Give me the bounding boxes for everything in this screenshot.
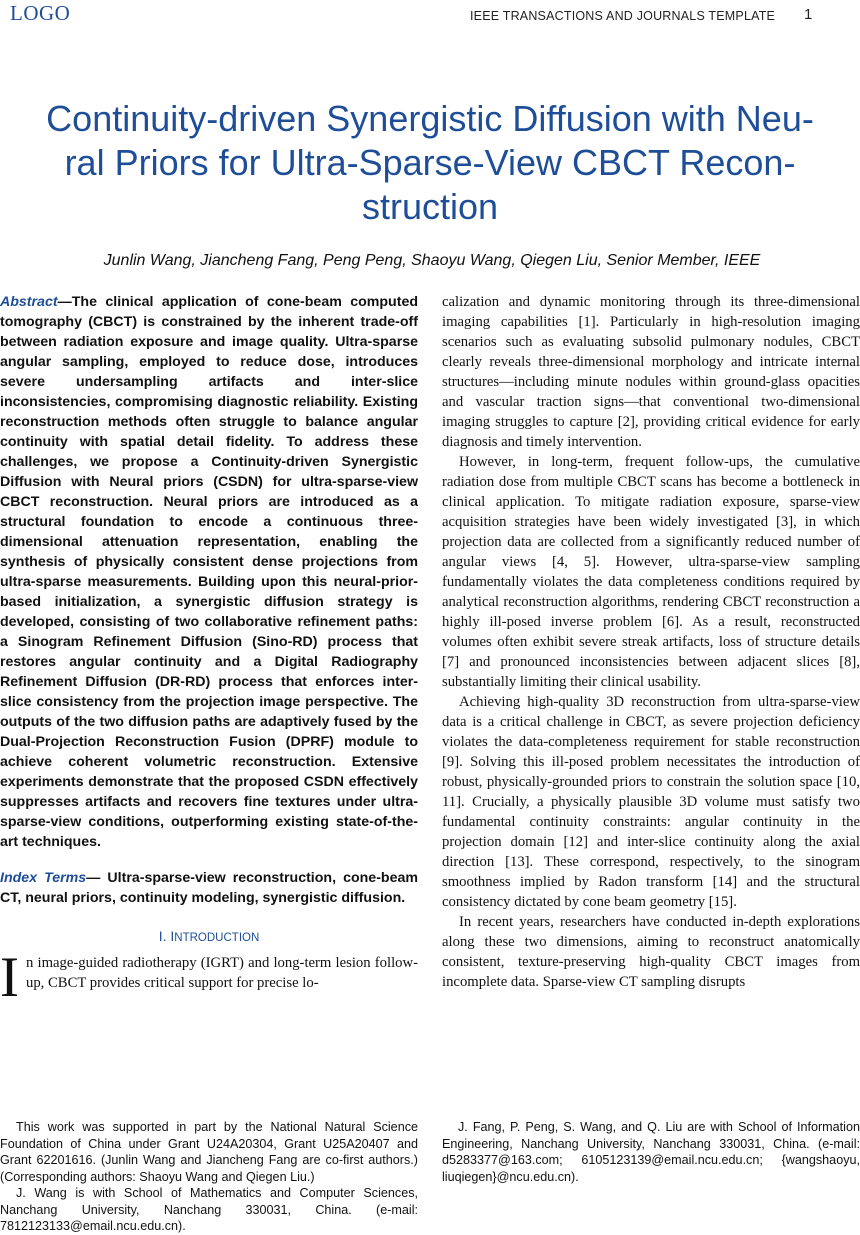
abstract bbox=[0, 292, 418, 852]
index-terms-label: Index Terms bbox=[0, 870, 87, 886]
intro-paragraph bbox=[0, 946, 418, 1009]
section-number: I. bbox=[158, 928, 171, 944]
abstract-label: Abstract bbox=[0, 294, 58, 310]
footnotes-left bbox=[0, 1119, 418, 1235]
body-paragraph: calization and dynamic monitoring through its three-dimensional imaging capabilities [1]. Particularly in high-resolution imaging scenarios such as evaluating subsolid pulmonary nodules, CBCT clearly reveals three-dimensional morphology and intricate internal structures—including minute nodules within ground-glass opacities and vascular traction signs—that conventional two-dimensional imaging struggles to capture [2], providing critical evidence for early diagnosis and timely intervention. bbox=[442, 294, 860, 450]
section-first-letter: I bbox=[170, 928, 175, 944]
paper-title bbox=[0, 97, 860, 229]
footnote-affiliation: J. Wang is with School of Mathematics and Computer Sciences, Nanchang University, Nanchang 330031, China. (e-mail: 7812123133@email.ncu.edu.cn). bbox=[0, 1186, 418, 1233]
footnote-funding: This work was supported in part by the National Natural Science Foundation of China under Grant U24A20304, Grant U25A20407 and Grant 62201616. (Junlin Wang and Jiancheng Fang are co-first authors.) (Corresponding authors: Shaoyu Wang and Qiegen Liu.) bbox=[0, 1120, 418, 1184]
page-number: 1 bbox=[804, 6, 813, 23]
title-line: struction bbox=[361, 186, 499, 227]
index-terms-text: — Ultra-sparse-view reconstruction, cone-beam CT, neural priors, continuity modeling, synergistic diffusion. bbox=[0, 870, 418, 906]
body-paragraph: In recent years, researchers have conducted in-depth explorations along these two dimensions, aiming to reconstruct anatomically consistent, texture-preserving high-quality CBCT images from incomplete data. Sparse-view CT sampling disrupts bbox=[442, 914, 860, 990]
title-line: Continuity-driven Synergistic Diffusion with Neu- bbox=[46, 98, 814, 139]
right-column bbox=[442, 292, 860, 992]
body-paragraph: Achieving high-quality 3D reconstruction from ultra-sparse-view data is a critical challenge in CBCT, as severe projection deficiency violates the data-completeness requirement for stable reconstruction [9]. Solving this ill-posed problem necessitates the introduction of robust, physically-grounded priors to constrain the solution space [10, 11]. Crucially, a physically plausible 3D volume must satisfy two fundamental continuity constraints: angular continuity in the projection domain [12] and inter-slice continuity along the axial direction [13]. These correspond, respectively, to the sinogram smoothness implied by Radon transform [14] and the structural consistency dictated by cone beam geometry [15]. bbox=[442, 694, 860, 910]
intro-text: n image-guided radiotherapy (IGRT) and long-term lesion follow-up, CBCT provides critical support for precise lo- bbox=[25, 955, 418, 991]
body-paragraph: However, in long-term, frequent follow-ups, the cumulative radiation dose from multiple CBCT scans has become a bottleneck in clinical application. To mitigate radiation exposure, sparse-view acquisition strategies have been widely investigated [3], in which projection data are collected from a significantly reduced number of angular views [4, 5]. However, ultra-sparse-view sampling fundamentally violates the data completeness conditions required by analytical reconstruction algorithms, rendering CBCT reconstruction a highly ill-posed inverse problem [6]. As a result, reconstructed volumes often exhibit severe streak artifacts, loss of structure details [7] and pronounced inconsistencies between adjacent slices [8], substantially limiting their clinical usability. bbox=[442, 454, 860, 690]
drop-cap: I bbox=[0, 946, 19, 1009]
left-column bbox=[0, 292, 418, 1009]
section-heading-introduction bbox=[0, 928, 418, 944]
author-list: Junlin Wang, Jiancheng Fang, Peng Peng, Shaoyu Wang, Qiegen Liu, Senior Member, IEEE bbox=[103, 252, 761, 269]
journal-header: IEEE TRANSACTIONS AND JOURNALS TEMPLATE bbox=[470, 9, 776, 23]
abstract-text: —The clinical application of cone-beam computed tomography (CBCT) is constrained by the inherent trade-off between radiation exposure and image quality. Ultra-sparse angular sampling, employed to reduce dose, introduces severe undersampling artifacts and inter-slice inconsistencies, compromising diagnostic reliability. Existing reconstruction methods often struggle to balance angular continuity with spatial detail fidelity. To address these challenges, we propose a Continuity-driven Synergistic Diffusion with Neural priors (CSDN) for ultra-sparse-view CBCT reconstruction. Neural priors are introduced as a structural foundation to encode a continuous three-dimensional attenuation representation, enabling the synthesis of physically consistent dense projections from ultra-sparse measurements. Building upon this neural-prior-based initialization, a synergistic diffusion strategy is developed, consisting of two collaborative refinement paths: a Sinogram Refinement Diffusion (Sino-RD) process that restores angular continuity and a Digital Radiography Refinement Diffusion (DR-RD) process that enforces inter-slice consistency from the projection image perspective. The outputs of the two diffusion paths are adaptively fused by the Dual-Projection Reconstruction Fusion (DPRF) module to achieve coherent volumetric reconstruction. Extensive experiments demonstrate that the proposed CSDN effectively suppresses artifacts and recovers fine textures under ultra-sparse-view conditions, outperforming existing state-of-the-art techniques. bbox=[0, 294, 418, 850]
title-line: ral Priors for Ultra-Sparse-View CBCT Recon- bbox=[64, 142, 796, 183]
footnote-affiliation: J. Fang, P. Peng, S. Wang, and Q. Liu are with School of Information Engineering, Nanchang University, Nanchang 330031, China. (e-mail: d5283377@163.com; 6105123139@email.ncu.edu.cn; {wangshaoyu, liuqiegen}@ncu.edu.cn). bbox=[442, 1120, 860, 1184]
index-terms bbox=[0, 868, 418, 908]
footnotes-right bbox=[442, 1119, 860, 1185]
section-rest: NTRODUCTION bbox=[174, 932, 260, 944]
logo: LOGO bbox=[10, 1, 71, 25]
